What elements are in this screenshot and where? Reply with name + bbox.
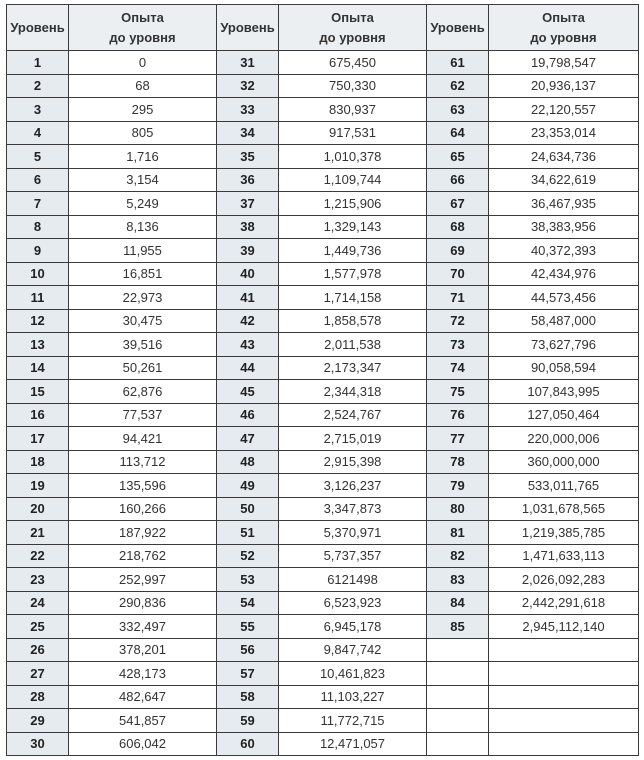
xp-cell: 1,577,978 — [279, 262, 427, 286]
xp-cell: 805 — [69, 121, 217, 145]
level-cell: 61 — [427, 51, 489, 75]
xp-cell: 2,915,398 — [279, 450, 427, 474]
level-cell: 28 — [7, 685, 69, 709]
table-row — [7, 168, 639, 192]
table-row — [7, 121, 639, 145]
table-row — [7, 51, 639, 75]
level-cell: 69 — [427, 239, 489, 263]
level-cell: 71 — [427, 286, 489, 310]
level-cell: 57 — [217, 662, 279, 686]
xp-cell: 332,497 — [69, 615, 217, 639]
table-row — [7, 615, 639, 639]
level-cell: 7 — [7, 192, 69, 216]
xp-cell: 295 — [69, 98, 217, 122]
level-cell: 52 — [217, 544, 279, 568]
xp-cell: 11,103,227 — [279, 685, 427, 709]
level-cell: 12 — [7, 309, 69, 333]
xp-cell: 11,772,715 — [279, 709, 427, 733]
table-row — [7, 98, 639, 122]
xp-cell: 19,798,547 — [489, 51, 639, 75]
level-cell: 11 — [7, 286, 69, 310]
xp-cell: 252,997 — [69, 568, 217, 592]
xp-cell: 675,450 — [279, 51, 427, 75]
table-row — [7, 544, 639, 568]
table-row — [7, 215, 639, 239]
xp-cell: 290,836 — [69, 591, 217, 615]
xp-cell: 6,945,178 — [279, 615, 427, 639]
level-cell: 13 — [7, 333, 69, 357]
empty-cell — [427, 685, 489, 709]
level-cell: 22 — [7, 544, 69, 568]
level-cell: 21 — [7, 521, 69, 545]
level-cell: 10 — [7, 262, 69, 286]
xp-cell: 77,537 — [69, 403, 217, 427]
table-row — [7, 309, 639, 333]
empty-cell — [489, 685, 639, 709]
level-cell: 53 — [217, 568, 279, 592]
xp-cell: 541,857 — [69, 709, 217, 733]
level-cell: 83 — [427, 568, 489, 592]
xp-cell: 12,471,057 — [279, 732, 427, 756]
xp-cell: 5,249 — [69, 192, 217, 216]
level-cell: 23 — [7, 568, 69, 592]
table-body — [7, 51, 639, 756]
xp-cell: 187,922 — [69, 521, 217, 545]
table-row — [7, 685, 639, 709]
xp-cell: 34,622,619 — [489, 168, 639, 192]
xp-cell: 107,843,995 — [489, 380, 639, 404]
level-cell: 77 — [427, 427, 489, 451]
table-row — [7, 568, 639, 592]
level-cell: 85 — [427, 615, 489, 639]
level-cell: 73 — [427, 333, 489, 357]
xp-cell: 3,347,873 — [279, 497, 427, 521]
level-cell: 51 — [217, 521, 279, 545]
xp-cell: 36,467,935 — [489, 192, 639, 216]
level-cell: 79 — [427, 474, 489, 498]
table-row — [7, 262, 639, 286]
level-cell: 70 — [427, 262, 489, 286]
empty-cell — [427, 662, 489, 686]
level-cell: 56 — [217, 638, 279, 662]
table-row — [7, 239, 639, 263]
level-cell: 17 — [7, 427, 69, 451]
xp-cell: 22,120,557 — [489, 98, 639, 122]
level-cell: 37 — [217, 192, 279, 216]
xp-cell: 135,596 — [69, 474, 217, 498]
level-cell: 26 — [7, 638, 69, 662]
level-cell: 45 — [217, 380, 279, 404]
table-header-row — [7, 5, 639, 51]
xp-cell: 1,219,385,785 — [489, 521, 639, 545]
xp-cell: 1,109,744 — [279, 168, 427, 192]
level-cell: 25 — [7, 615, 69, 639]
xp-cell: 1,010,378 — [279, 145, 427, 169]
level-cell: 30 — [7, 732, 69, 756]
xp-cell: 2,945,112,140 — [489, 615, 639, 639]
header-xp-2: Опыта до уровня — [279, 5, 427, 51]
table-row — [7, 497, 639, 521]
empty-cell — [427, 638, 489, 662]
xp-cell: 606,042 — [69, 732, 217, 756]
table-row — [7, 286, 639, 310]
level-cell: 67 — [427, 192, 489, 216]
level-cell: 78 — [427, 450, 489, 474]
level-cell: 36 — [217, 168, 279, 192]
xp-cell: 73,627,796 — [489, 333, 639, 357]
level-cell: 66 — [427, 168, 489, 192]
empty-cell — [427, 709, 489, 733]
level-cell: 42 — [217, 309, 279, 333]
xp-cell: 0 — [69, 51, 217, 75]
xp-cell: 482,647 — [69, 685, 217, 709]
xp-cell: 40,372,393 — [489, 239, 639, 263]
xp-cell: 9,847,742 — [279, 638, 427, 662]
xp-cell: 94,421 — [69, 427, 217, 451]
xp-cell: 24,634,736 — [489, 145, 639, 169]
xp-cell: 44,573,456 — [489, 286, 639, 310]
xp-cell: 58,487,000 — [489, 309, 639, 333]
xp-cell: 360,000,000 — [489, 450, 639, 474]
xp-cell: 2,026,092,283 — [489, 568, 639, 592]
empty-cell — [489, 638, 639, 662]
level-cell: 35 — [217, 145, 279, 169]
table-row — [7, 591, 639, 615]
level-cell: 3 — [7, 98, 69, 122]
level-cell: 31 — [217, 51, 279, 75]
xp-cell: 113,712 — [69, 450, 217, 474]
table-row — [7, 74, 639, 98]
level-cell: 46 — [217, 403, 279, 427]
empty-cell — [427, 732, 489, 756]
table-row — [7, 662, 639, 686]
level-cell: 65 — [427, 145, 489, 169]
empty-cell — [489, 732, 639, 756]
xp-cell: 218,762 — [69, 544, 217, 568]
table-row — [7, 638, 639, 662]
header-xp-1: Опыта до уровня — [69, 5, 217, 51]
level-cell: 58 — [217, 685, 279, 709]
level-cell: 41 — [217, 286, 279, 310]
level-cell: 4 — [7, 121, 69, 145]
level-cell: 68 — [427, 215, 489, 239]
xp-cell: 3,126,237 — [279, 474, 427, 498]
level-cell: 76 — [427, 403, 489, 427]
xp-cell: 750,330 — [279, 74, 427, 98]
table-row — [7, 474, 639, 498]
level-cell: 6 — [7, 168, 69, 192]
level-cell: 2 — [7, 74, 69, 98]
level-cell: 19 — [7, 474, 69, 498]
xp-cell: 50,261 — [69, 356, 217, 380]
level-cell: 16 — [7, 403, 69, 427]
level-cell: 32 — [217, 74, 279, 98]
xp-cell: 2,344,318 — [279, 380, 427, 404]
xp-cell: 1,714,158 — [279, 286, 427, 310]
xp-cell: 5,737,357 — [279, 544, 427, 568]
table-row — [7, 732, 639, 756]
xp-cell: 16,851 — [69, 262, 217, 286]
level-cell: 8 — [7, 215, 69, 239]
xp-cell: 1,471,633,113 — [489, 544, 639, 568]
xp-cell: 62,876 — [69, 380, 217, 404]
level-cell: 80 — [427, 497, 489, 521]
level-cell: 82 — [427, 544, 489, 568]
level-cell: 44 — [217, 356, 279, 380]
table-row — [7, 450, 639, 474]
xp-cell: 1,858,578 — [279, 309, 427, 333]
xp-cell: 1,031,678,565 — [489, 497, 639, 521]
xp-cell: 10,461,823 — [279, 662, 427, 686]
xp-cell: 1,449,736 — [279, 239, 427, 263]
xp-cell: 2,011,538 — [279, 333, 427, 357]
xp-cell: 3,154 — [69, 168, 217, 192]
level-cell: 34 — [217, 121, 279, 145]
header-level-2: Уровень — [217, 5, 279, 51]
level-cell: 74 — [427, 356, 489, 380]
level-cell: 39 — [217, 239, 279, 263]
level-cell: 29 — [7, 709, 69, 733]
level-cell: 49 — [217, 474, 279, 498]
level-cell: 18 — [7, 450, 69, 474]
level-cell: 1 — [7, 51, 69, 75]
xp-cell: 6121498 — [279, 568, 427, 592]
xp-cell: 11,955 — [69, 239, 217, 263]
table-row — [7, 521, 639, 545]
xp-cell: 378,201 — [69, 638, 217, 662]
table-row — [7, 427, 639, 451]
table-row — [7, 356, 639, 380]
xp-cell: 23,353,014 — [489, 121, 639, 145]
xp-cell: 533,011,765 — [489, 474, 639, 498]
xp-cell: 6,523,923 — [279, 591, 427, 615]
level-cell: 20 — [7, 497, 69, 521]
xp-cell: 68 — [69, 74, 217, 98]
level-cell: 81 — [427, 521, 489, 545]
level-cell: 62 — [427, 74, 489, 98]
table-row — [7, 380, 639, 404]
xp-cell: 1,716 — [69, 145, 217, 169]
table-row — [7, 403, 639, 427]
empty-cell — [489, 709, 639, 733]
xp-table-container — [6, 4, 639, 756]
level-cell: 63 — [427, 98, 489, 122]
xp-cell: 38,383,956 — [489, 215, 639, 239]
table-row — [7, 709, 639, 733]
header-level-1: Уровень — [7, 5, 69, 51]
level-xp-table — [6, 4, 639, 756]
level-cell: 14 — [7, 356, 69, 380]
xp-cell: 917,531 — [279, 121, 427, 145]
xp-cell: 160,266 — [69, 497, 217, 521]
level-cell: 15 — [7, 380, 69, 404]
xp-cell: 5,370,971 — [279, 521, 427, 545]
table-row — [7, 192, 639, 216]
xp-cell: 830,937 — [279, 98, 427, 122]
level-cell: 72 — [427, 309, 489, 333]
empty-cell — [489, 662, 639, 686]
level-cell: 9 — [7, 239, 69, 263]
level-cell: 59 — [217, 709, 279, 733]
header-xp-3: Опыта до уровня — [489, 5, 639, 51]
xp-cell: 2,442,291,618 — [489, 591, 639, 615]
xp-cell: 30,475 — [69, 309, 217, 333]
level-cell: 50 — [217, 497, 279, 521]
xp-cell: 8,136 — [69, 215, 217, 239]
xp-cell: 39,516 — [69, 333, 217, 357]
xp-cell: 2,173,347 — [279, 356, 427, 380]
level-cell: 48 — [217, 450, 279, 474]
level-cell: 40 — [217, 262, 279, 286]
xp-cell: 20,936,137 — [489, 74, 639, 98]
xp-cell: 428,173 — [69, 662, 217, 686]
table-row — [7, 145, 639, 169]
level-cell: 84 — [427, 591, 489, 615]
level-cell: 60 — [217, 732, 279, 756]
level-cell: 38 — [217, 215, 279, 239]
level-cell: 5 — [7, 145, 69, 169]
level-cell: 33 — [217, 98, 279, 122]
level-cell: 43 — [217, 333, 279, 357]
header-level-3: Уровень — [427, 5, 489, 51]
level-cell: 64 — [427, 121, 489, 145]
xp-cell: 2,715,019 — [279, 427, 427, 451]
xp-cell: 90,058,594 — [489, 356, 639, 380]
xp-cell: 42,434,976 — [489, 262, 639, 286]
level-cell: 27 — [7, 662, 69, 686]
xp-cell: 1,329,143 — [279, 215, 427, 239]
xp-cell: 2,524,767 — [279, 403, 427, 427]
level-cell: 47 — [217, 427, 279, 451]
level-cell: 24 — [7, 591, 69, 615]
xp-cell: 1,215,906 — [279, 192, 427, 216]
xp-cell: 220,000,006 — [489, 427, 639, 451]
xp-cell: 22,973 — [69, 286, 217, 310]
level-cell: 55 — [217, 615, 279, 639]
xp-cell: 127,050,464 — [489, 403, 639, 427]
level-cell: 75 — [427, 380, 489, 404]
level-cell: 54 — [217, 591, 279, 615]
table-row — [7, 333, 639, 357]
